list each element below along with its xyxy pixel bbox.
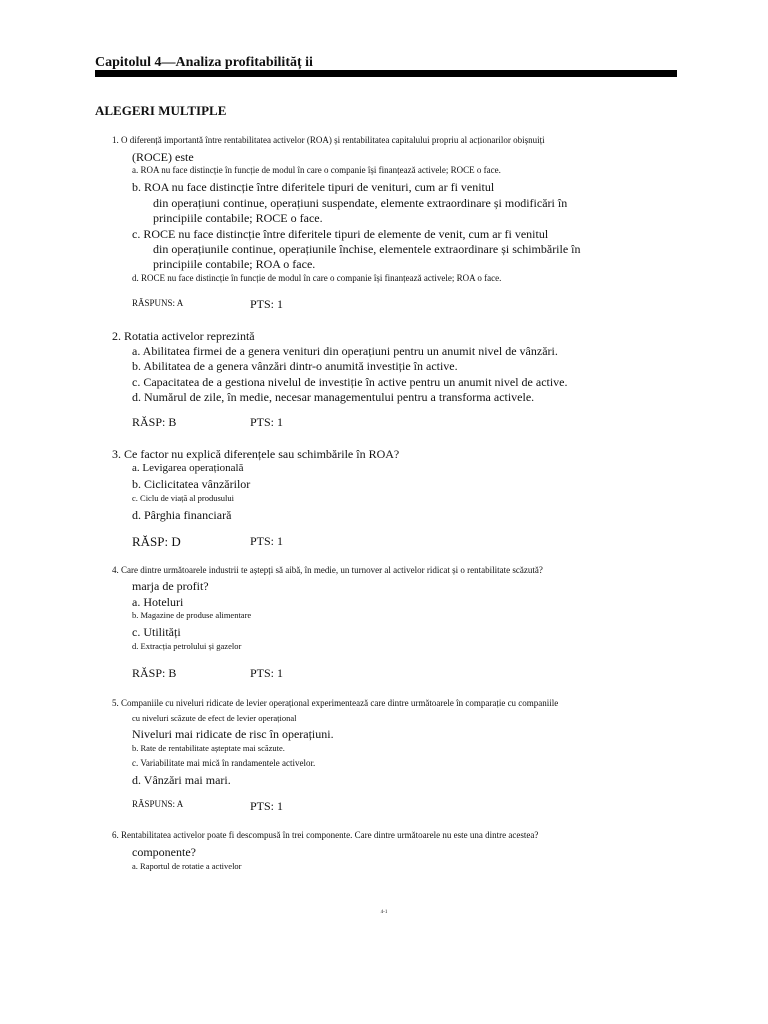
question-2-option-d: d. Numărul de zile, în medie, necesar managementului pentru a transforma activele. xyxy=(132,390,535,404)
question-6-option-a: a. Raportul de rotatie a activelor xyxy=(132,861,242,871)
question-4-stem-line-1: 4. Care dintre următoarele industrii te aștepți să aibă, în medie, un turnover al activelor ridicat și o rentabilitate scăzută? xyxy=(112,565,543,575)
question-3-stem: 3. Ce factor nu explică diferențele sau schimbările în ROA? xyxy=(112,447,400,461)
question-1-option-c-line-3: principiile contabile; ROA o face. xyxy=(153,257,316,271)
question-1-option-a: a. ROA nu face distincție în funcție de modul în care o companie își finanțează activele; ROCE o face. xyxy=(132,165,501,175)
question-5-option-a: Niveluri mai ridicate de risc în operațiuni. xyxy=(132,727,334,741)
question-2-option-a: a. Abilitatea firmei de a genera venituri din operațiuni pentru un anumit nivel de vânzări. xyxy=(132,344,558,358)
question-5-stem-line-1: 5. Companiile cu niveluri ridicate de levier operațional experimentează care dintre următoarele în comparație cu companiile xyxy=(112,698,559,708)
question-5-points: PTS: 1 xyxy=(250,799,284,813)
question-1-points: PTS: 1 xyxy=(250,297,284,311)
question-1-answer: RĂSPUNS: A xyxy=(132,298,184,308)
title-rule xyxy=(95,70,677,77)
question-1-option-b-line-1: b. ROA nu face distincție între diferitele tipuri de venituri, cum ar fi venitul xyxy=(132,180,495,194)
question-5-option-c: c. Variabilitate mai mică în randamentele activelor. xyxy=(132,758,316,768)
question-4-stem-line-2: marja de profit? xyxy=(132,579,209,593)
section-heading: ALEGERI MULTIPLE xyxy=(95,103,227,118)
question-4-option-b: b. Magazine de produse alimentare xyxy=(132,610,252,620)
question-2-stem: 2. Rotatia activelor reprezintă xyxy=(112,329,255,343)
question-6-stem-line-1: 6. Rentabilitatea activelor poate fi descompusă în trei componente. Care dintre următoarele nu este una dintre acestea? xyxy=(112,830,539,840)
question-1-option-b-line-2: din operațiuni continue, operațiuni suspendate, elemente extraordinare și modificări în xyxy=(153,196,568,210)
question-1-option-b-line-3: principiile contabile; ROCE o face. xyxy=(153,211,323,225)
question-5-option-b: b. Rate de rentabilitate așteptate mai scăzute. xyxy=(132,743,285,753)
question-5-answer: RĂSPUNS: A xyxy=(132,799,184,809)
question-2-option-b: b. Abilitatea de a genera vânzări dintr-o anumită investiție în active. xyxy=(132,359,458,373)
question-6-stem-line-2: componente? xyxy=(132,845,196,859)
question-1-option-c-line-2: din operațiunile continue, operațiunile închise, elementele extraordinare și schimbările în xyxy=(153,242,581,256)
question-1-stem-line-1: 1. O diferență importantă între rentabilitatea activelor (ROA) și rentabilitatea capitalului propriu al acționarilor obișnuiți xyxy=(112,135,545,145)
question-1-stem-line-2: (ROCE) este xyxy=(132,150,194,164)
question-4-answer: RĂSP: B xyxy=(132,666,177,680)
page-number: 4-1 xyxy=(380,910,388,915)
question-3-points: PTS: 1 xyxy=(250,534,284,548)
question-5-stem-line-2: cu niveluri scăzute de efect de levier operațional xyxy=(132,713,297,723)
question-2-answer: RĂSP: B xyxy=(132,415,177,429)
question-1-option-c-line-1: c. ROCE nu face distincție între diferitele tipuri de elemente de venit, cum ar fi venitul xyxy=(132,227,549,241)
question-4-option-a: a. Hoteluri xyxy=(132,595,184,609)
question-3-option-d: d. Pârghia financiară xyxy=(132,508,232,522)
question-3-option-b: b. Ciclicitatea vânzărilor xyxy=(132,477,251,491)
question-5-option-d: d. Vânzări mai mari. xyxy=(132,773,231,787)
question-3-option-a: a. Levigarea operațională xyxy=(132,462,244,474)
question-1-option-d: d. ROCE nu face distincție în funcție de modul în care o companie își finanțează activele; ROA o face. xyxy=(132,273,502,283)
chapter-title: Capitolul 4—Analiza profitabilităț ii xyxy=(95,55,313,70)
question-2-points: PTS: 1 xyxy=(250,415,284,429)
question-4-points: PTS: 1 xyxy=(250,666,284,680)
question-2-option-c: c. Capacitatea de a gestiona nivelul de investiție în active pentru un anumit nivel de active. xyxy=(132,375,568,389)
question-3-option-c: c. Ciclu de viață al produsului xyxy=(132,493,234,503)
question-4-option-d: d. Extracția petrolului și gazelor xyxy=(132,641,242,651)
question-3-answer: RĂSP: D xyxy=(132,534,181,549)
question-4-option-c: c. Utilități xyxy=(132,625,181,639)
